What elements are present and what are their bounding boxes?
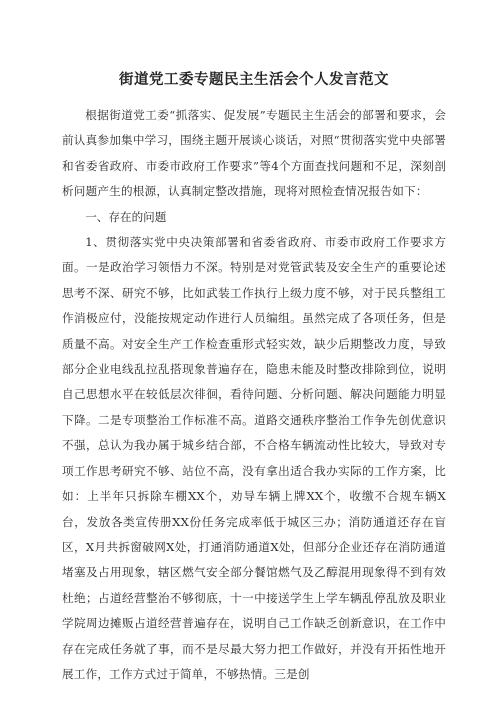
intro-paragraph: 根据街道党工委“抓落实、促发展”专题民主生活会的部署和要求，会前认真参加集中学习，围绕主题开展谈心谈话，对照“贯彻落实党中央部署和省委省政府、市委市政府工作要求”等4个方面查找问题和不足，深刻剖析问题产生的根源，认真制定整改措施，现将对照检查情况报告如下： xyxy=(62,108,446,199)
body-paragraph: 1、贯彻落实党中央决策部署和省委省政府、市委市政府工作要求方面。一是政治学习领悟力不深。特别是对党管武装及安全生产的重要论述思考不深、研究不够，比如武装工作执行上级力度不够，对于民兵整组工作消极应付，没能按规定动作进行人员编组。虽然完成了各项任务，但是质量不高。对安全生产工作检查重形式轻实效，缺少后期整改力度，导致部分企业电线乱拉乱搭现象普遍存在，隐患未能及时整改排除到位，说明自己思想水平在较低层次徘徊，看待问题、分析问题、解决问题能力明显下降。二是专项整治工作标准不高。道路交通秩序整治工作争先创优意识不强，总认为我办属于城乡结合部，不合格车辆流动性比较大，导致对专项工作思考研究不够、站位不高，没有拿出适合我办实际的工作方案，比如：上半年只拆除车棚XX个，劝导车辆上牌XX个，收缴不合规车辆X台，发放各类宣传册XX份任务完成率低于城区三办；消防通道还存在盲区，X月共拆窗破网X处，打通消防通道X处，但部分企业还存在消防通道堵塞及占用现象，辖区燃气安全部分餐馆燃气及乙醇混用现象得不到有效杜绝；占道经营整治不够彻底，十一中接送学生上学车辆乱停乱放及职业学院周边摊贩占道经营普遍存在，说明自己工作缺乏创新意识，在工作中存在完成任务就了事，而不是尽最大努力把工作做好，并没有开拓性地开展工作，工作方式过于简单，不够热情。三是创 xyxy=(62,235,446,681)
document-title: 街道党工委专题民主生活会个人发言范文 xyxy=(119,71,389,88)
section-heading: 一、存在的问题 xyxy=(85,209,167,224)
